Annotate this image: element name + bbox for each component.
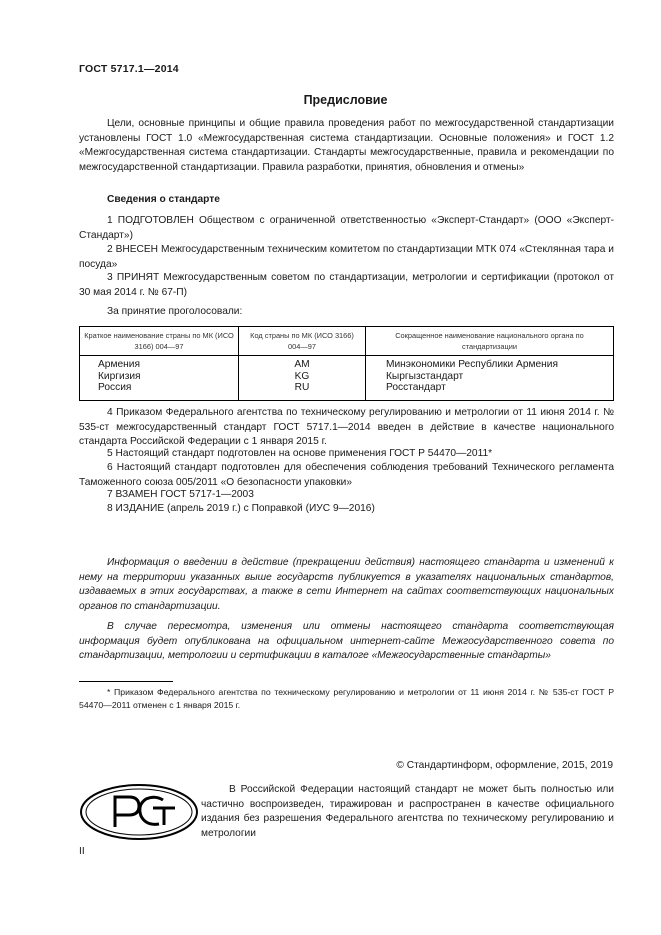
info-paragraph-2: В случае пересмотра, изменения или отмены настоящего стандарта соответствующая информация будет опубликована на официальном интернет-сайте Межгосударственного совета по стандартизации, метрологии и сертификации в каталоге «Межгосударственные стандарты»: [79, 621, 614, 662]
item-7: 7 ВЗАМЕН ГОСТ 5717-1—2003: [107, 489, 254, 500]
info-paragraph-1: Информация о введении в действие (прекращении действия) настоящего стандарта и изменений к нему на территории указанных выше государств публикуется в указателях национальных стандартов, издаваемых в этих государствах, а также в сети Интернет на сайтах соответствующих национальных органов по стандартизации.: [79, 557, 614, 612]
item-6: 6 Настоящий стандарт подготовлен для обеспечения соблюдения требований Технического регламента Таможенного союза 005/2011 «О безопасности упаковки»: [79, 462, 614, 488]
intro-paragraph: Цели, основные принципы и общие правила проведения работ по межгосударственной стандартизации установлены ГОСТ 1.0 «Межгосударственная система стандартизации. Основные положения» и ГОСТ 1.2 «Межгосударственная система стандартизации. Стандарты межгосударственные, правила и рекомендации по межгосударственной стандартизации. Правила разработки, принятия, обновления и отмены»: [79, 118, 614, 173]
table-cell-bodies: Минэкономики Республики Армения Кыргызстандарт Росстандарт: [366, 356, 614, 401]
table-cell-codes: AM KG RU: [239, 356, 366, 401]
copyright: © Стандартинформ, оформление, 2015, 2019: [396, 760, 613, 771]
page-title: Предисловие: [303, 93, 388, 107]
document-header: ГОСТ 5717.1—2014: [79, 63, 179, 75]
footnote: * Приказом Федерального агентства по техническому регулированию и метрологии от 11 июня 2014 г. № 535-ст ГОСТ Р 54470—2011 отменен с 1 января 2015 г.: [79, 687, 614, 710]
page-number: II: [79, 846, 85, 857]
section-subtitle: Сведения о стандарте: [107, 194, 220, 205]
rights-notice: В Российской Федерации настоящий стандарт не может быть полностью или частично воспроизведен, тиражирован и распространен в качестве официального издания без разрешения Федерального агентства по техническому регулированию и метрологии: [201, 784, 614, 839]
table-cell-countries: Армения Киргизия Россия: [80, 356, 239, 401]
item-1: 1 ПОДГОТОВЛЕН Обществом с ограниченной ответственностью «Эксперт-Стандарт» (ООО «Эксперт-Стандарт»): [79, 215, 614, 241]
vote-label: За принятие проголосовали:: [107, 306, 243, 317]
table-header-body: Сокращенное наименование национального органа по стандартизации: [366, 327, 614, 356]
item-3: 3 ПРИНЯТ Межгосударственным советом по стандартизации, метрологии и сертификации (протокол от 30 мая 2014 г. № 67-П): [79, 272, 614, 298]
item-5: 5 Настоящий стандарт подготовлен на основе применения ГОСТ Р 54470—2011*: [107, 448, 493, 459]
item-2: 2 ВНЕСЕН Межгосударственным техническим комитетом по стандартизации МТК 074 «Стеклянная тара и посуда»: [79, 244, 614, 270]
table-header-country: Краткое наименование страны по МК (ИСО 3166) 004—97: [80, 327, 239, 356]
item-4: 4 Приказом Федерального агентства по техническому регулированию и метрологии от 11 июня 2014 г. № 535-ст межгосударственный стандарт ГОСТ 5717.1—2014 введен в действие в качестве национального стандарта Российской Федерации с 1 января 2015 г.: [79, 407, 614, 448]
voting-table: [79, 326, 614, 401]
item-8: 8 ИЗДАНИЕ (апрель 2019 г.) с Поправкой (ИУС 9—2016): [107, 503, 375, 514]
rst-logo-icon: [79, 783, 199, 841]
table-header-code: Код страны по МК (ИСО 3166) 004—97: [239, 327, 366, 356]
footnote-divider: [79, 681, 173, 682]
